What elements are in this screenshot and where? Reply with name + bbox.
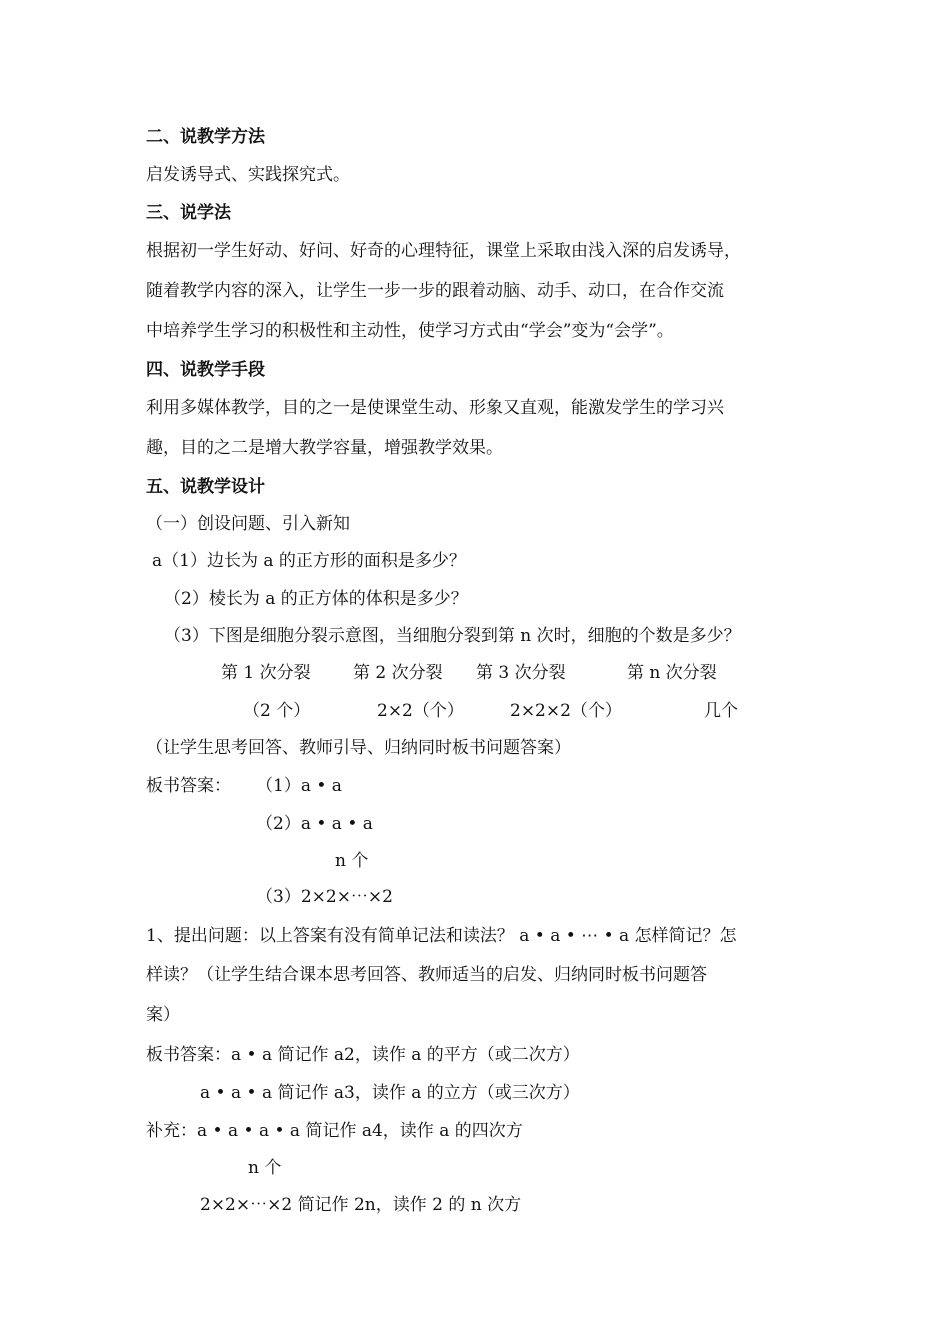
answer-3: （3）2×2×⋯×2	[256, 887, 393, 907]
means-paragraph-line: 利用多媒体教学，目的之一是使课堂生动、形象又直观，能激发学生的学习兴	[146, 398, 724, 418]
cell-count-n: 几个	[704, 701, 738, 721]
board-answer-line: 板书答案：a • a 简记作 a2，读作 a 的平方（或二次方）	[146, 1045, 580, 1065]
split-label-n: 第 n 次分裂	[627, 663, 717, 683]
subsection-heading: （一）创设问题、引入新知	[146, 514, 350, 534]
study-paragraph-line: 随着教学内容的深入，让学生一步一步的跟着动脑、动手、动口，在合作交流	[146, 281, 724, 301]
answer-1: （1）a • a	[256, 776, 342, 796]
supplement-line: 2×2×⋯×2 简记作 2n，读作 2 的 n 次方	[200, 1195, 522, 1215]
instruction-note: （让学生思考回答、教师引导、归纳同时板书问题答案）	[146, 738, 571, 758]
methods-text: 启发诱导式、实践探究式。	[146, 165, 350, 185]
item-1-line: 样读？（让学生结合课本思考回答、教师适当的启发、归纳同时板书问题答	[146, 965, 707, 985]
split-label-1: 第 1 次分裂	[221, 663, 311, 683]
section-heading-teaching-methods: 二、说教学方法	[146, 127, 265, 147]
means-paragraph-line: 趣，目的之二是增大教学容量，增强教学效果。	[146, 438, 503, 458]
n-count-label: n 个	[248, 1158, 282, 1178]
split-label-3: 第 3 次分裂	[476, 663, 566, 683]
board-answer-line: a • a • a 简记作 a3，读作 a 的立方（或三次方）	[200, 1083, 580, 1103]
item-1-line: 案）	[146, 1005, 180, 1025]
supplement-line: 补充：a • a • a • a 简记作 a4，读作 a 的四次方	[146, 1121, 523, 1141]
board-answer-label: 板书答案：	[146, 776, 231, 796]
section-heading-teaching-means: 四、说教学手段	[146, 360, 265, 380]
cell-count-2: 2×2（个）	[377, 701, 464, 721]
study-paragraph-line: 中培养学生学习的积极性和主动性，使学习方式由“学会”变为“会学”。	[146, 321, 674, 341]
question-2: （2）棱长为 a 的正方体的体积是多少？	[164, 589, 468, 609]
item-1-line: 1、提出问题：以上答案有没有简单记法和读法？ a • a • ⋯ • a 怎样简记？怎	[146, 926, 737, 946]
study-paragraph-line: 根据初一学生好动、好问、好奇的心理特征，课堂上采取由浅入深的启发诱导，	[146, 241, 741, 261]
section-heading-teaching-design: 五、说教学设计	[146, 477, 265, 497]
split-label-2: 第 2 次分裂	[353, 663, 443, 683]
section-heading-study-methods: 三、说学法	[146, 203, 231, 223]
cell-count-3: 2×2×2（个）	[510, 701, 622, 721]
cell-count-1: （2 个）	[243, 701, 311, 721]
question-3: （3）下图是细胞分裂示意图，当细胞分裂到第 n 次时，细胞的个数是多少？	[164, 626, 741, 646]
question-1: a（1）边长为 a 的正方形的面积是多少？	[152, 551, 466, 571]
n-count-label: n 个	[335, 851, 369, 871]
answer-2: （2）a • a • a	[256, 814, 373, 834]
